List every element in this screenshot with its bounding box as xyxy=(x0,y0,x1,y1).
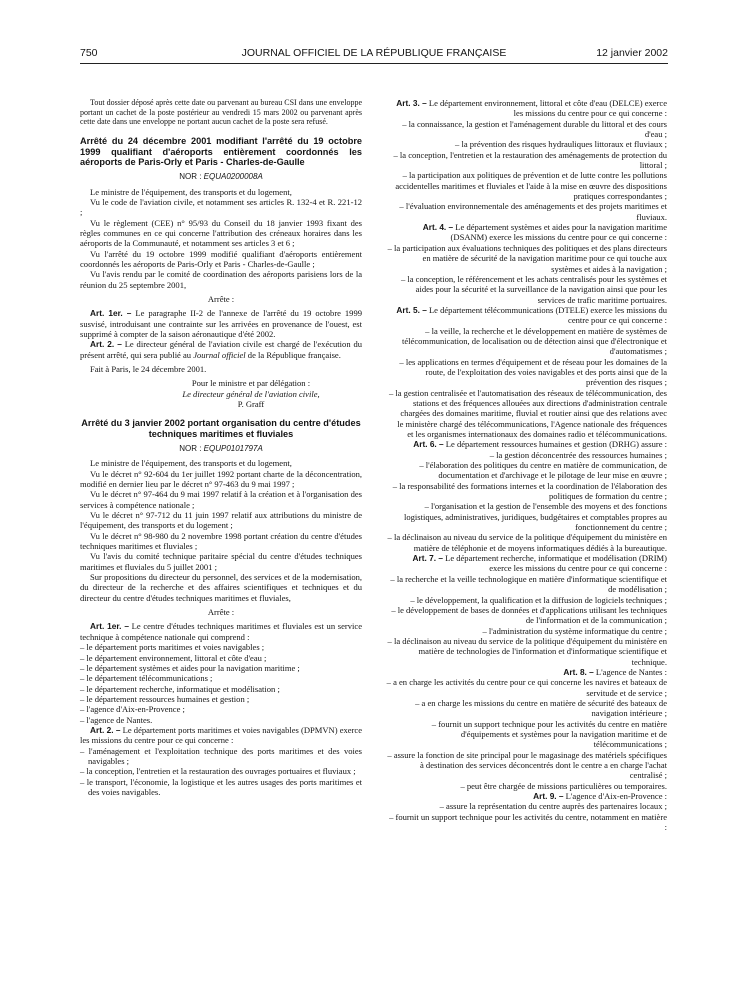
list-item: – la conception, l'entretien et la restauration des aménagements de protection du littoral ; xyxy=(393,149,667,171)
article-1 xyxy=(80,308,362,339)
journal-name: Journal officiel xyxy=(193,349,246,360)
paragraph: Vu le code de l'aviation civile, et notamment ses articles R. 132-4 et R. 221-12 ; xyxy=(80,196,362,218)
list-item: – le département ports maritimes et voies navigables ; xyxy=(80,642,265,653)
list-item: – la déclinaison au niveau du service de la politique d'équipement du ministère en matière de téléphonie et de moyens informatiques dédiés à la bureautique. xyxy=(387,532,667,553)
paragraph: Le ministre de l'équipement, des transports et du logement, xyxy=(90,186,292,197)
nor-label: NOR : xyxy=(179,443,204,453)
article-2 xyxy=(80,339,362,360)
list-item: – la recherche et la veille technologique en matière d'informatique scientifique et de modélisation ; xyxy=(390,573,667,595)
paragraph: Vu l'arrêté du 19 octobre 1999 modifié qualifiant d'aéroports entièrement coordonnés les aéroports de Paris-Orly et Paris - Charles-de-Gaulle ; xyxy=(80,248,362,269)
article-4 xyxy=(385,222,667,243)
signature-line-2: Le directeur général de l'aviation civile, xyxy=(182,388,320,399)
list-item: – la connaissance, la gestion et l'aménagement durable du littoral et des cours d'eau ; xyxy=(402,118,667,140)
page-header xyxy=(80,47,668,61)
list-item: – l'élaboration des politiques du centre en matière de communication, de documentation et d'archivage et le pilotage de leur mise en œuvre ; xyxy=(419,460,667,481)
article-text: L'agence d'Aix-en-Provence : xyxy=(565,791,667,802)
list-item: – la participation aux politiques de prévention et de lutte contre les pollutions accidentelles maritimes et fluviales et l'aide à la mise en œuvre des dispositions pratiques correspondantes ; xyxy=(395,170,667,202)
article-9 xyxy=(385,791,667,801)
article-label: Art. 9. – xyxy=(533,791,564,802)
list-item: – le département recherche, informatique et modélisation ; xyxy=(80,683,280,694)
paragraph: Le ministre de l'équipement, des transports et du logement, xyxy=(90,458,292,469)
list-item: – la gestion déconcentrée des ressources humaines ; xyxy=(489,449,667,460)
list-item: – assure la fonction de site principal pour le magasinage des matériels spécifiques à destination des services déconcentrés dont le centre a en charge l'achat centralisé ; xyxy=(387,749,667,781)
article-text: Le directeur général de l'aviation civile est chargé de l'exécution du présent arrêté, qui sera publié au xyxy=(80,339,362,360)
article-label: Art. 1er. – xyxy=(90,621,129,632)
article-label: Art. 2. – xyxy=(90,339,122,350)
list-item: – peut être chargée de missions particulières ou temporaires. xyxy=(460,780,667,791)
list-item: – l'agence d'Aix-en-Provence ; xyxy=(80,704,185,715)
article-text: Le département recherche, informatique et modélisation (DRIM) exerce les missions du centre pour ce qui concerne : xyxy=(445,553,667,574)
list-item: – la prévention des risques hydrauliques littoraux et fluviaux ; xyxy=(455,139,667,150)
decree-1-title: Arrêté du 24 décembre 2001 modifiant l'arrêté du 19 octobre 1999 qualifiant d'aéroports entièrement coordonnés les aéroports de Paris-Orly et Paris - Charles-de-Gaulle xyxy=(80,135,362,168)
nor-code: EQUA0200008A xyxy=(203,172,263,182)
article-label: Art. 1er. – xyxy=(90,308,132,319)
paragraph: Vu le décret n° 97-712 du 11 juin 1997 relatif aux attributions du ministre de l'équipement, des transports et du logement ; xyxy=(80,510,362,531)
article-label: Art. 6. – xyxy=(413,439,444,450)
paragraph: Vu le décret n° 92-604 du 1er juillet 1992 portant charte de la déconcentration, modifié en dernier lieu par le décret n° 97-463 du 9 mai 1997 ; xyxy=(80,468,362,490)
article-text: Le département télécommunications (DTELE) exerce les missions du centre pour ce qui concerne : xyxy=(428,304,667,326)
article-label: Art. 8. – xyxy=(563,666,594,677)
signature-name: P. Graff xyxy=(237,399,265,410)
article-2 xyxy=(80,725,362,746)
paragraph: Vu l'avis rendu par le comité de coordination des aéroports parisiens lors de la réunion du 25 septembre 2001, xyxy=(80,269,362,290)
right-column xyxy=(385,98,667,832)
paragraph: Vu le règlement (CEE) n° 95/93 du Conseil du 18 janvier 1993 fixant des règles communes en ce qui concerne l'attribution des créneaux horaires dans les aéroports de la Communauté, et notamment ses articles 3 et 6 ; xyxy=(80,217,362,249)
issue-date: 12 janvier 2002 xyxy=(596,47,668,59)
article-7 xyxy=(385,553,667,574)
list-item: – l'organisation et la gestion de l'ensemble des moyens et des fonctions logistiques, administratives, juridiques, budgétaires et comptables propres au fonctionnement du centre ; xyxy=(404,501,667,533)
list-item: – fournit un support technique pour les activités du centre, notamment en matière : xyxy=(389,811,667,833)
paragraph: Vu l'avis du comité technique paritaire spécial du centre d'études techniques maritimes et fluviales du 5 juillet 2001 ; xyxy=(80,551,362,572)
article-text: de la République française. xyxy=(245,349,341,360)
paragraph: Vu le décret n° 97-464 du 9 mai 1997 relatif à la création et à l'organisation des services à compétence nationale ; xyxy=(80,489,362,510)
list-item: – a en charge les missions du centre en matière de sécurité des bateaux de navigation intérieure ; xyxy=(415,697,667,719)
header-rule xyxy=(80,63,668,64)
list-item: – la gestion centralisée et l'automatisation des réseaux de télécommunication, des stations et des fréquences allouées aux directions d'administration centrale chargées des domaines maritime, fluvial et routier ainsi que des relations avec le ministère chargé des télécommunications, l'Agence nationale des fréquences et les organismes internationaux des domaines radio et télécommunications. xyxy=(388,387,667,439)
list-item: – le développement, la qualification et la diffusion de logiciels techniques ; xyxy=(410,594,667,605)
article-label: Art. 4. – xyxy=(422,222,454,233)
intro-paragraph: Tout dossier déposé après cette date ou parvenant au bureau CSI dans une enveloppe portant un cachet de la poste postérieur au vendredi 15 mars 2002 ou parvenant après cette date dans une enveloppe ne portant aucun cachet de la poste sera refusé. xyxy=(80,98,362,127)
journal-title: JOURNAL OFFICIEL DE LA RÉPUBLIQUE FRANÇAISE xyxy=(241,47,507,59)
article-6 xyxy=(385,439,667,449)
article-text: Le département environnement, littoral et côte d'eau (DELCE) exerce les missions du centre pour ce qui concerne : xyxy=(428,98,667,119)
decree-2-title: Arrêté du 3 janvier 2002 portant organisation du centre d'études techniques maritimes et fluviales xyxy=(81,418,361,440)
arrete-heading: Arrête : xyxy=(207,293,235,304)
list-item: – la déclinaison au niveau du service de la politique d'équipement du ministère en matière de technologies de l'information et d'informatique scientifique et technique. xyxy=(387,635,667,667)
list-item: – le département systèmes et aides pour la navigation maritime ; xyxy=(80,662,300,673)
article-label: Art. 5. – xyxy=(396,304,427,315)
article-text: Le département ports maritimes et voies navigables (DPMVN) exerce les missions du centre pour ce qui concerne : xyxy=(80,724,362,746)
signature-line-1: Pour le ministre et par délégation : xyxy=(191,378,311,389)
article-text: Le département ressources humaines et gestion (DRHG) assure : xyxy=(445,439,667,450)
date-line: Fait à Paris, le 24 décembre 2001. xyxy=(90,364,207,375)
nor-label: NOR : xyxy=(179,172,204,182)
list-item: – la responsabilité des formations internes et la coordination de l'élaboration des politiques de formation du centre ; xyxy=(392,480,667,502)
list-item: – a en charge les activités du centre pour ce qui concerne les navires et bateaux de servitude et de service ; xyxy=(386,677,667,698)
article-5 xyxy=(385,305,667,326)
article-label: Art. 3. – xyxy=(396,98,427,108)
list-item: – la participation aux évaluations techniques des politiques et des plans directeurs en matière de sécurité de la navigation maritime pour ce qui touche aux systèmes et aides à la navigation ; xyxy=(387,242,667,274)
arrete-heading: Arrête : xyxy=(207,607,235,618)
list-item: – l'évaluation environnementale des aménagements et des projets maritimes et fluviaux. xyxy=(399,201,667,222)
list-item: – la veille, la recherche et le développement en matière de systèmes de télécommunication, de localisation ou de détection ainsi que d'électronique et d'automatismes ; xyxy=(402,325,667,357)
list-item: – l'aménagement et l'exploitation technique des ports maritimes et des voies navigables ; xyxy=(80,745,362,766)
list-item: – le département télécommunications ; xyxy=(80,673,213,684)
list-item: – le département environnement, littoral et côte d'eau ; xyxy=(80,652,267,663)
article-text: L'agence de Nantes : xyxy=(595,666,667,677)
article-1 xyxy=(80,621,362,642)
list-item: – le transport, l'économie, la logistique et les autres usages des ports maritimes et des voies navigables. xyxy=(80,776,362,797)
list-item: – assure la représentation du centre auprès des partenaires locaux ; xyxy=(439,801,667,812)
article-text: Le paragraphe II-2 de l'annexe de l'arrêté du 19 octobre 1999 susvisé, introduisant une contrainte sur les arrivées en provenance de l'ouest, est supprimé à compter de la saison aéronautique d'été 2002. xyxy=(80,308,363,339)
list-item: – les applications en termes d'équipement et de réseau pour les domaines de la route, de l'exploitation des voies navigables et des ports ainsi que de la prévention des risques ; xyxy=(399,356,667,388)
article-text: Le département systèmes et aides pour la navigation maritime (DSANM) exerce les missions du centre pour ce qui concerne : xyxy=(450,222,667,243)
paragraph: Sur propositions du directeur du personnel, des services et de la modernisation, du directeur de la recherche et des affaires scientifiques et techniques et du directeur du centre d'études techniques maritimes et fluviales, xyxy=(80,572,362,603)
list-item: – l'agence de Nantes. xyxy=(80,714,153,725)
list-item: – fournit un support technique pour les activités du centre en matière d'équipements et systèmes pour la navigation maritime et de télécommunications ; xyxy=(431,718,667,750)
decree-2-nor xyxy=(80,444,362,454)
list-item: – la conception, le référencement et les achats centralisés pour les systèmes et aides pour la sécurité et la surveillance de la navigation ainsi que pour les services de trafic maritime portuaires. xyxy=(400,273,667,305)
list-item: – la conception, l'entretien et la restauration des ouvrages portuaires et fluviaux ; xyxy=(80,766,356,777)
list-item: – l'administration du système informatique du centre ; xyxy=(482,625,667,636)
article-8 xyxy=(385,667,667,677)
article-label: Art. 2. – xyxy=(90,724,121,735)
paragraph: Vu le décret n° 98-980 du 2 novembre 1998 portant création du centre d'études techniques maritimes et fluviales ; xyxy=(80,530,362,552)
page-number: 750 xyxy=(80,47,98,59)
nor-code: EQUP0101797A xyxy=(203,443,263,453)
article-label: Art. 7. – xyxy=(412,553,443,564)
list-item: – le développement de bases de données et d'applications utilisant les techniques de l'information et de la communication ; xyxy=(391,604,667,626)
list-item: – le département ressources humaines et gestion ; xyxy=(80,693,250,704)
decree-1-nor xyxy=(80,172,362,182)
left-column xyxy=(80,98,362,797)
article-text: Le centre d'études techniques maritimes et fluviales est un service technique à compétence nationale qui comprend : xyxy=(80,621,362,642)
article-3 xyxy=(385,98,667,119)
